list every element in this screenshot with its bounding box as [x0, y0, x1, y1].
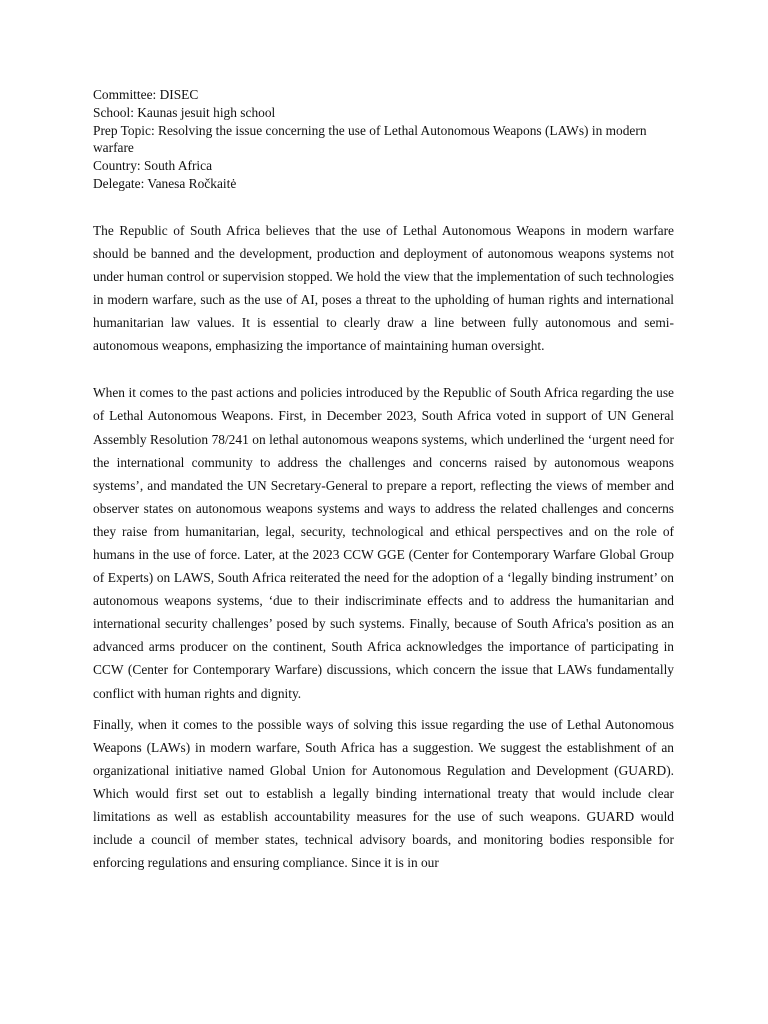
delegate-line: Delegate: Vanesa Ročkaitė	[93, 175, 237, 191]
country-line: Country: South Africa	[93, 158, 213, 174]
solutions-paragraph: Finally, when it comes to the possible ways of solving this issue regarding the use of Lethal Autonomous Weapons (LAWs) in modern warfare, South Africa has a suggestion. We suggest the establishment of an organizational initiative named Global Union for Autonomous Regulation and Development (GUARD). Which would first set out to establish a legally binding international treaty that would include clear limitations as well as establish accountability measures for the use of such weapons. GUARD would include a council of member states, technical advisory boards, and monitoring bodies responsible for enforcing regulations and ensuring compliance. Since it is in our	[93, 716, 674, 871]
past-actions-paragraph: When it comes to the past actions and policies introduced by the Republic of South Africa regarding the use of Lethal Autonomous Weapons. First, in December 2023, South Africa voted in support of UN General Assembly Resolution 78/241 on lethal autonomous weapons systems, which underlined the ‘urgent need for the international community to address the challenges and concerns raised by autonomous weapons systems’, and mandated the UN Secretary-General to prepare a report, reflecting the views of member and observer states on autonomous weapons systems and ways to address the related challenges and concerns they raise from humanitarian, legal, security, technological and ethical perspectives and on the role of humans in the use of force. Later, at the 2023 CCW GGE (Center for Contemporary Warfare Global Group of Experts) on LAWS, South Africa reiterated the need for the adoption of a ‘legally binding instrument’ on autonomous weapons systems, ‘due to their indiscriminate effects and to address the humanitarian and international security challenges’ posed by such systems. Finally, because of South Africa's position as an advanced arms producer on the continent, South Africa acknowledges the importance of participating in CCW (Center for Contemporary Warfare) discussions, which concern the issue that LAWs fundamentally conflict with human rights and dignity.	[93, 385, 674, 701]
prep-topic-line: Prep Topic: Resolving the issue concerning the use of Lethal Autonomous Weapons (LAWs) in modern warfare	[93, 122, 647, 156]
school-line: School: Kaunas jesuit high school	[93, 104, 276, 120]
committee-line: Committee: DISEC	[93, 87, 199, 102]
document-header	[93, 86, 674, 193]
position-paragraph: The Republic of South Africa believes that the use of Lethal Autonomous Weapons in modern warfare should be banned and the development, production and deployment of autonomous weapons systems not under human control or supervision stopped. We hold the view that the implementation of such technologies in modern warfare, such as the use of AI, poses a threat to the upholding of human rights and international humanitarian law values. It is essential to clearly draw a line between fully autonomous and semi-autonomous weapons, emphasizing the importance of maintaining human oversight.	[93, 222, 674, 354]
document-page	[93, 86, 674, 874]
